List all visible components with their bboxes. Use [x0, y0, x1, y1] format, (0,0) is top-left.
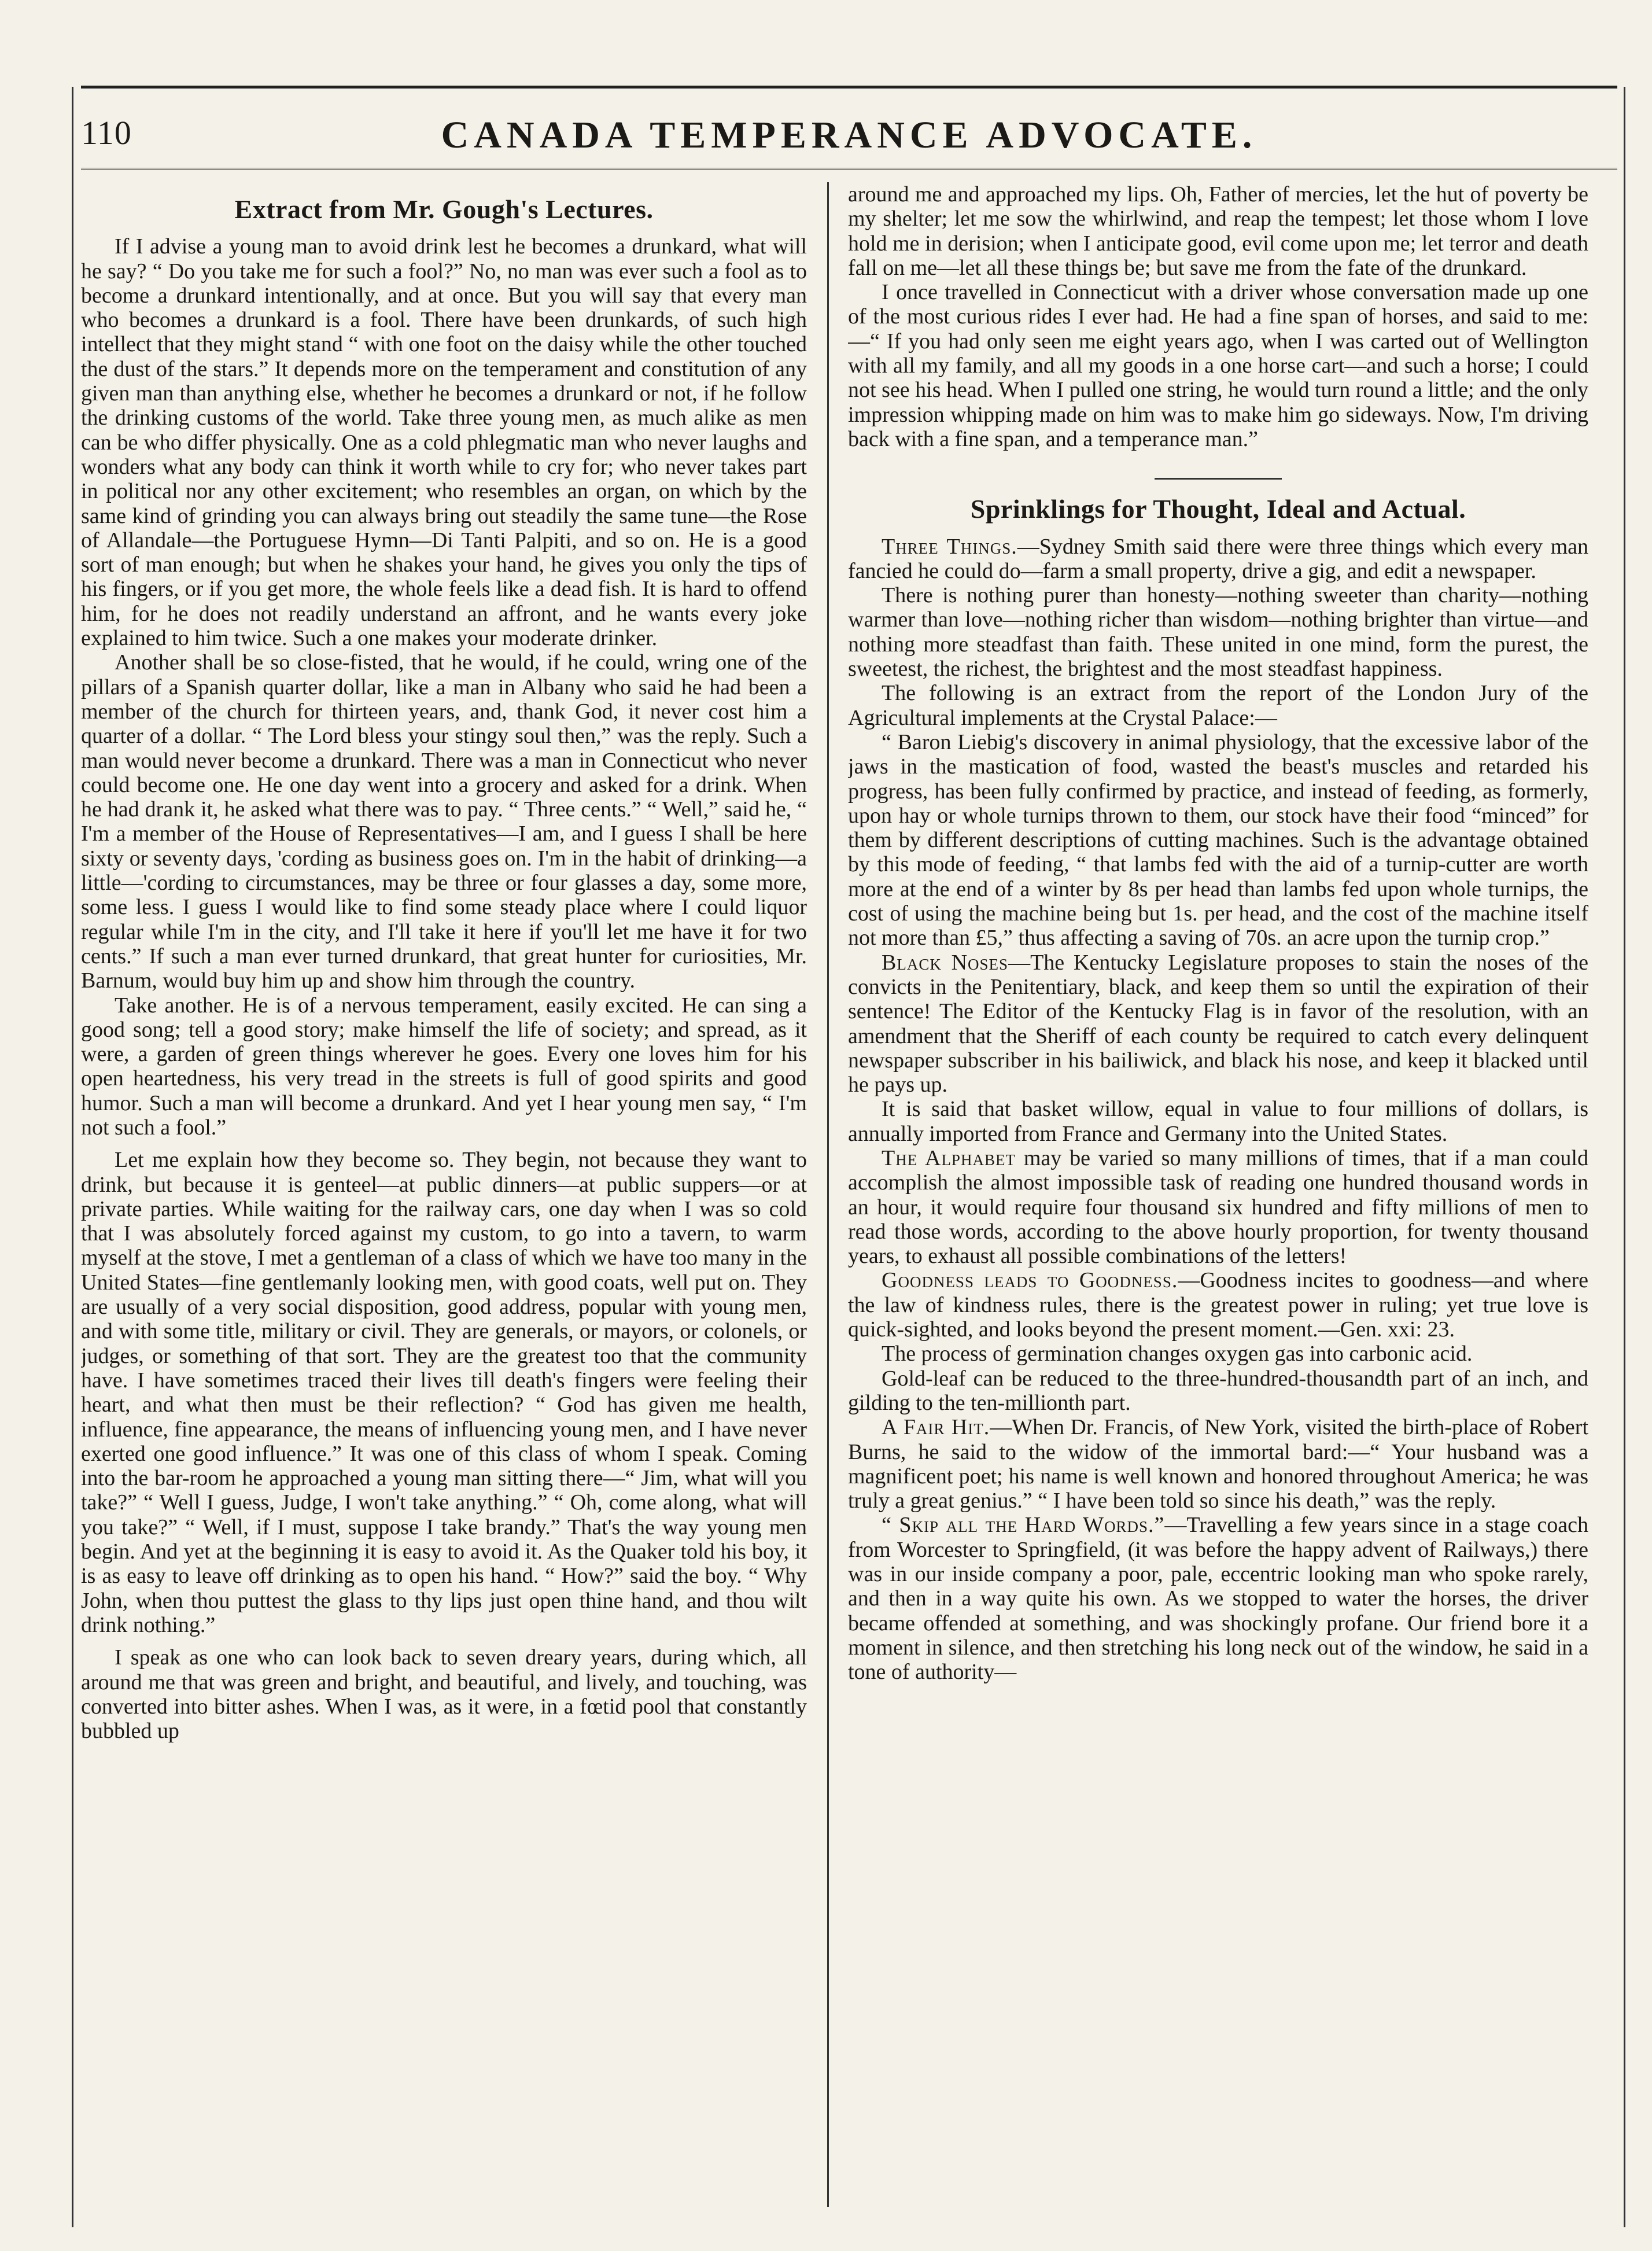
page-header [81, 113, 1617, 164]
sprinkling-item [848, 1146, 1588, 1268]
item-text: It is said that basket willow, equal in value to four millions of dollars, is annually imported from France and Germany into the United States. [848, 1097, 1588, 1146]
item-text: The process of germination changes oxygen gas into carbonic acid. [882, 1342, 1473, 1366]
article-paragraph: Let me explain how they become so. They begin, not because they want to drink, but because it is genteel—at public dinners—at public suppers—or at private parties. While waiting for the railway cars, one day when I was so cold that I was absolutely forced against my custom, to go into a tavern, to warm myself at the stove, I met a gentleman of a class of which we have too many in the United States—fine gentlemanly looking men, with good coats, well put on. They are usually of a very social disposition, good address, popular with young men, and with some title, military or civil. They are generals, or mayors, or colonels, or judges, or something of that sort. They are the greatest too that the community have. I have sometimes traced their lives till death's fingers were feeling their heart, and what then must be their reflection? “ God has given me health, influence, fine appearance, the means of influencing young men, and I have never exerted one good influence.” It was one of this class of whom I speak. Coming into the bar-room he approached a young man sitting there—“ Jim, what will you take?” “ Well I guess, Judge, I won't take anything.” “ Oh, come along, what will you take?” “ Well, if I must, suppose I take brandy.” That's the way young men begin. And yet at the beginning it is easy to avoid it. As the Quaker told his boy, it is as easy to leave off drinking as to open his hand. “ How?” said the boy. “ Why John, when thou puttest the glass to thy lips just open thine hand, and thou wilt drink nothing.” [81, 1148, 807, 1637]
item-lead: The Alphabet [882, 1145, 1016, 1170]
header-rule [81, 168, 1617, 174]
item-text: may be varied so many millions of times, that if a man could accomplish the almost impossible task of reading one hundred thousand words in an hour, it would require four thousand six hundred and fifty millions of men to read those words, according to the above hourly proportion, for twenty thousand years, to exhaust all possible combinations of the letters! [848, 1145, 1588, 1269]
item-lead: A Fair Hit. [882, 1415, 990, 1440]
item-text: —Travelling a few years since in a stage coach from Worcester to Springfield, (it was before the happy advent of Railways,) there was in our inside company a poor, pale, eccentric looking man who spoke rarely, and then in a way quite his own. As we stopped to water the horses, the driver became offended at something, and was shockingly profane. Our friend bore it a moment in silence, and then stretching his long neck out of the window, he said in a tone of authority— [848, 1513, 1588, 1685]
item-lead: Goodness leads to Goodness. [882, 1268, 1178, 1293]
article-paragraph: I speak as one who can look back to seven dreary years, during which, all around me that was green and bright, and beautiful, and lively, and touching, was converted into bitter ashes. When I was, as it were, in a fœtid pool that constantly bubbled up [81, 1645, 807, 1744]
sprinkling-item [848, 681, 1588, 730]
sprinkling-item [848, 1097, 1588, 1146]
section-title: Sprinklings for Thought, Ideal and Actual. [970, 494, 1466, 524]
item-text: —The Kentucky Legislature proposes to stain the noses of the convicts in the Penitentiary, black, and keep them so until the expiration of their sentence! The Editor of the Kentucky Flag is in favor of the resolution, with an amendment that the Sheriff of each county be required to catch every delinquent newspaper subscriber in his bailiwick, and black his nose, and keep it blacked until he pays up. [848, 950, 1588, 1097]
article-paragraph: Another shall be so close-fisted, that he would, if he could, wring one of the pillars of a Spanish quarter dollar, like a man in Albany who said he had been a member of the church for thirteen years, and, thank God, it never cost him a quarter of a dollar. “ The Lord bless your stingy soul then,” was the reply. Such a man would never become a drunkard. There was a man in Connecticut who never could become one. He one day went into a grocery and asked for a drink. When he had drank it, he asked what there was to pay. “ Three cents.” “ Well,” said he, “ I'm a member of the House of Representatives—I am, and I guess I shall be here sixty or seventy days, 'cording as business goes on. I'm in the habit of drinking—a little—'cording to circumstances, may be three or four glasses a day, some more, some less. I guess I would like to find some steady place where I could liquor regular while I'm in the city, and I'll take it here if you'll let me have it for two cents.” If such a man ever turned drunkard, that great hunter for curiosities, Mr. Barnum, would buy him up and show him through the country. [81, 650, 807, 993]
sprinkling-item [848, 1366, 1588, 1416]
sprinkling-item [848, 583, 1588, 681]
sprinkling-item [848, 1513, 1588, 1684]
left-border-rule [72, 87, 73, 2227]
top-rule [81, 86, 1617, 89]
item-text: Gold-leaf can be reduced to the three-hundred-thousandth part of an inch, and gilding to the ten-millionth part. [848, 1366, 1588, 1415]
article-continuation: I once travelled in Connecticut with a driver whose conversation made up one of the most curious rides I ever had. He had a fine span of horses, and said to me:—“ If you had only seen me eight years ago, when I was carted out of Wellington with all my family, and all my goods in a one horse cart—and such a horse; I could not see his head. When I pulled one string, he would turn round a little; and the only impression whipping made on him was to make him go sideways. Now, I'm driving back with a fine span, and a temperance man.” [848, 280, 1588, 451]
item-text: —Sydney Smith said there were three things which every man fancied he could do—farm a small property, drive a gig, and edit a newspaper. [848, 534, 1588, 583]
masthead-title: CANADA TEMPERANCE ADVOCATE. [441, 114, 1258, 156]
sprinkling-item [848, 1415, 1588, 1513]
section-divider [1155, 478, 1282, 480]
right-column [848, 182, 1588, 2207]
sprinkling-item [848, 1268, 1588, 1342]
item-lead: Three Things. [882, 534, 1017, 559]
column-divider [827, 182, 829, 2207]
page-number: 110 [81, 114, 132, 152]
article-paragraph: Take another. He is of a nervous temperament, easily excited. He can sing a good song; tell a good story; make himself the life of society; and spread, as it were, a garden of green things wherever he goes. Every one loves him for his open heartedness, his very tread in the streets is full of good spirits and good humor. Such a man will become a drunkard. And yet I hear young men say, “ I'm not such a fool.” [81, 993, 807, 1140]
item-text: “ Baron Liebig's discovery in animal physiology, that the excessive labor of the jaws in the mastication of food, wasted the beast's muscles and retarded his progress, has been fully confirmed by practice, and instead of feeding, as formerly, upon hay or whole turnips thrown to them, our stock have their food “minced” for them by different descriptions of cutting machines. Such is the advantage obtained by this mode of feeding, “ that lambs fed with the aid of a turnip-cutter are worth more at the end of a winter by 8s per head than lambs fed upon whole turnips, the cost of using the machine being but 1s. per head, and the cost of the machine itself not more than £5,” thus affecting a saving of 70s. an acre upon the turnip crop.” [848, 730, 1588, 950]
item-text: —Goodness incites to goodness—and where the law of kindness rules, there is the greatest power in ruling; yet true love is quick-sighted, and looks beyond the present moment.—Gen. xxi: 23. [848, 1268, 1588, 1342]
article-title: Extract from Mr. Gough's Lectures. [234, 194, 654, 224]
item-lead: “ Skip all the Hard Words.” [882, 1513, 1165, 1538]
sprinkling-item [848, 730, 1588, 950]
sprinkling-item [848, 950, 1588, 1097]
sprinkling-item [848, 535, 1588, 584]
item-lead: Black Noses [882, 950, 1009, 975]
article-paragraph: If I advise a young man to avoid drink lest he becomes a drunkard, what will he say? “ Do you take me for such a fool?” No, no man was ever such a fool as to become a drunkard intentionally, and at once. But you will say that every man who becomes a drunkard is a fool. There have been drunkards, of such high intellect that they might stand “ with one foot on the daisy while the other touched the dust of the stars.” It depends more on the temperament and constitution of any given man than anything else, whether he becomes a drunkard or not, if he follow the drinking customs of the world. Take three young men, as much alike as men can be who differ physically. One as a cold phlegmatic man who never laughs and wonders what any body can think it worth while to cry for; who never takes part in political nor any other excitement; who resembles an organ, on which by the same kind of grinding you can always bring out steadily the same tune—the Rose of Allandale—the Portuguese Hymn—Di Tanti Palpiti, and so on. He is a good sort of man enough; but when he shakes your hand, he gives you only the tips of his fingers, or if you get more, the whole feels like a dead fish. It is hard to offend him, for he does not readily understand an affront, and he wants every joke explained to him twice. Such a one makes your moderate drinker. [81, 234, 807, 651]
item-text: The following is an extract from the report of the London Jury of the Agricultural implements at the Crystal Palace:— [848, 681, 1588, 730]
right-border-rule [1624, 87, 1625, 2227]
item-text: There is nothing purer than honesty—nothing sweeter than charity—nothing warmer than love—nothing richer than wisdom—nothing brighter than virtue—and nothing more steadfast than faith. These united in one mind, form the purest, the sweetest, the richest, the brightest and the most steadfast happiness. [848, 583, 1588, 681]
item-text: —When Dr. Francis, of New York, visited the birth-place of Robert Burns, he said to the widow of the immortal bard:—“ Your husband was a magnificent poet; his name is well known and honored throughout America; he was truly a great genius.” “ I have been told so since his death,” was the reply. [848, 1415, 1588, 1513]
left-column [81, 182, 807, 2207]
sprinkling-item [848, 1342, 1588, 1366]
article-continuation: around me and approached my lips. Oh, Father of mercies, let the hut of poverty be my shelter; let me sow the whirlwind, and reap the tempest; let those whom I love hold me in derision; when I anticipate good, evil come upon me; let terror and death fall on me—let all these things be; but save me from the fate of the drunkard. [848, 182, 1588, 280]
